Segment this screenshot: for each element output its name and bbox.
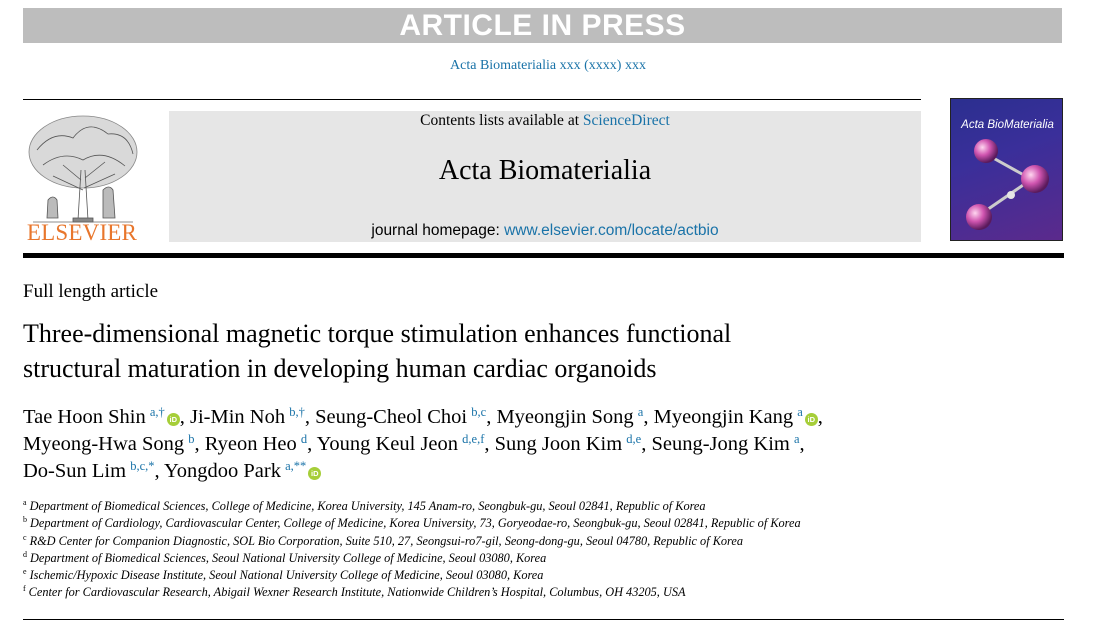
- article-title: [23, 316, 1063, 386]
- homepage-link[interactable]: www.elsevier.com/locate/actbio: [504, 222, 719, 239]
- affiliation-label: c: [23, 532, 27, 542]
- affiliation-text: R&D Center for Companion Diagnostic, SOL Bio Corporation, Suite 510, 27, Seongsui-ro7-gil, Seong-dong-gu, Seoul 04780, Republic of Korea: [29, 533, 743, 548]
- author[interactable]: [654, 406, 818, 428]
- contents-prefix: Contents lists available at: [420, 112, 580, 129]
- cover-spheres-graphic: [951, 99, 1063, 241]
- author-name[interactable]: Myeong-Hwa Song: [23, 433, 185, 455]
- author-affiliation-marks[interactable]: d,e,f: [462, 432, 485, 446]
- article-in-press-banner: [23, 8, 1062, 43]
- author-name[interactable]: Myeongjin Song: [496, 406, 634, 428]
- author-affiliation-marks[interactable]: b: [188, 432, 195, 446]
- affiliation-text: Department of Biomedical Sciences, College of Medicine, Korea University, 145 Anam-ro, Seongbuk-gu, Seoul 02841, Republic of Korea: [29, 499, 706, 513]
- journal-cover-image[interactable]: [950, 98, 1063, 241]
- title-line-1: Three-dimensional magnetic torque stimulation enhances functional: [23, 319, 732, 348]
- author-affiliation-marks[interactable]: a: [797, 405, 803, 419]
- author-list: Tae Hoon Shin $^{a,\dagger}$iD , Ji-Min Noh $^{b,\dagger}$, Seung-Cheol Choi $^{b,c}$, Myeongjin Song $^a$, Myeongjin Kang $^a$iD , Myeong-Hwa Song $^b$, Ryeon Heo $^d$, Young Keul Jeon $^{d,e,f}$, Sung Joon Kim $^{d,e}$, Seung-Jong Kim $^a$, Do-Sun Lim $^{b,c,*}$, Yongdoo Park $^{a,**}$iD: [23, 405, 823, 482]
- article-type: Full length article: [23, 281, 159, 302]
- author[interactable]: [164, 460, 321, 482]
- author-affiliation-marks[interactable]: b,†: [289, 405, 305, 419]
- author-name[interactable]: Tae Hoon Shin: [23, 406, 146, 428]
- footer-divider: [23, 619, 1064, 620]
- author[interactable]: [190, 406, 305, 428]
- author-name[interactable]: Sung Joon Kim: [494, 433, 623, 455]
- journal-title: Acta Biomaterialia: [438, 155, 652, 186]
- affiliation-item: [23, 498, 1073, 515]
- journal-header-box: [169, 111, 921, 242]
- author-name[interactable]: Ji-Min Noh: [190, 406, 286, 428]
- author-affiliation-marks[interactable]: a: [637, 405, 644, 419]
- affiliation-label: a: [23, 498, 27, 507]
- sciencedirect-link[interactable]: ScienceDirect: [582, 112, 670, 129]
- author-name[interactable]: Young Keul Jeon: [316, 433, 459, 455]
- author-affiliation-marks[interactable]: a,**: [285, 459, 307, 473]
- author-name[interactable]: Myeongjin Kang: [653, 406, 794, 428]
- cover-title: Acta BioMaterialia: [961, 119, 1054, 131]
- affiliation-item: [23, 550, 1073, 567]
- title-line-2: structural maturation in developing human cardiac organoids: [23, 354, 657, 383]
- banner-text: ARTICLE IN PRESS: [399, 9, 686, 42]
- affiliation-text: Center for Cardiovascular Research, Abigail Wexner Research Institute, Nationwide Children’s Hospital, Columbus, OH 43205, USA: [28, 585, 686, 600]
- author[interactable]: [495, 433, 642, 455]
- author[interactable]: [23, 460, 155, 482]
- affiliation-label: b: [23, 515, 27, 525]
- affiliation-item: [23, 533, 1073, 550]
- orcid-icon[interactable]: iD: [805, 413, 818, 426]
- author-affiliation-marks[interactable]: b,c,*: [130, 459, 155, 473]
- affiliation-label: f: [23, 584, 26, 594]
- affiliation-text: Ischemic/Hypoxic Disease Institute, Seoul National University College of Medicine, Seoul 03080, Korea: [29, 568, 544, 583]
- author[interactable]: [315, 406, 486, 428]
- author[interactable]: [23, 433, 195, 455]
- author-name[interactable]: Seung-Cheol Choi: [315, 406, 468, 428]
- author-name[interactable]: Yongdoo Park: [164, 460, 281, 482]
- contents-availability: [169, 112, 921, 130]
- affiliation-item: [23, 567, 1073, 584]
- affiliation-item: [23, 584, 1073, 601]
- author-affiliation-marks[interactable]: d,e: [626, 432, 642, 446]
- author-affiliation-marks[interactable]: a: [793, 432, 800, 446]
- affiliation-list: [23, 498, 1073, 602]
- author-affiliation-marks[interactable]: d: [300, 432, 308, 446]
- affiliation-label: e: [23, 567, 27, 577]
- author[interactable]: [317, 433, 485, 455]
- journal-citation-link[interactable]: Acta Biomaterialia xxx (xxxx) xxx: [450, 58, 646, 73]
- affiliation-item: [23, 515, 1073, 532]
- author-name[interactable]: Ryeon Heo: [204, 433, 297, 455]
- author[interactable]: [651, 433, 799, 455]
- author-affiliation-marks[interactable]: a,†: [149, 405, 165, 419]
- affiliation-text: Department of Biomedical Sciences, Seoul National University College of Medicine, Seoul 03080, Korea: [30, 550, 547, 565]
- author[interactable]: [496, 406, 643, 428]
- orcid-icon[interactable]: iD: [308, 467, 321, 480]
- author-name[interactable]: Seung-Jong Kim: [651, 433, 790, 455]
- orcid-icon[interactable]: iD: [167, 413, 180, 426]
- journal-homepage: [169, 222, 921, 240]
- homepage-prefix: journal homepage:: [371, 222, 500, 239]
- author[interactable]: [23, 406, 180, 428]
- header-divider: [23, 99, 921, 100]
- affiliation-label: d: [23, 549, 27, 559]
- author[interactable]: [205, 433, 307, 455]
- author-affiliation-marks[interactable]: b,c: [471, 405, 487, 419]
- affiliation-text: Department of Cardiology, Cardiovascular Center, College of Medicine, Korea University, 73, Goryeodae-ro, Seongbuk-gu, Seoul 02841, Republic of Korea: [30, 516, 801, 531]
- masthead-divider: [23, 253, 1064, 258]
- author-name[interactable]: Do-Sun Lim: [23, 460, 127, 482]
- elsevier-wordmark: ELSEVIER: [26, 220, 138, 245]
